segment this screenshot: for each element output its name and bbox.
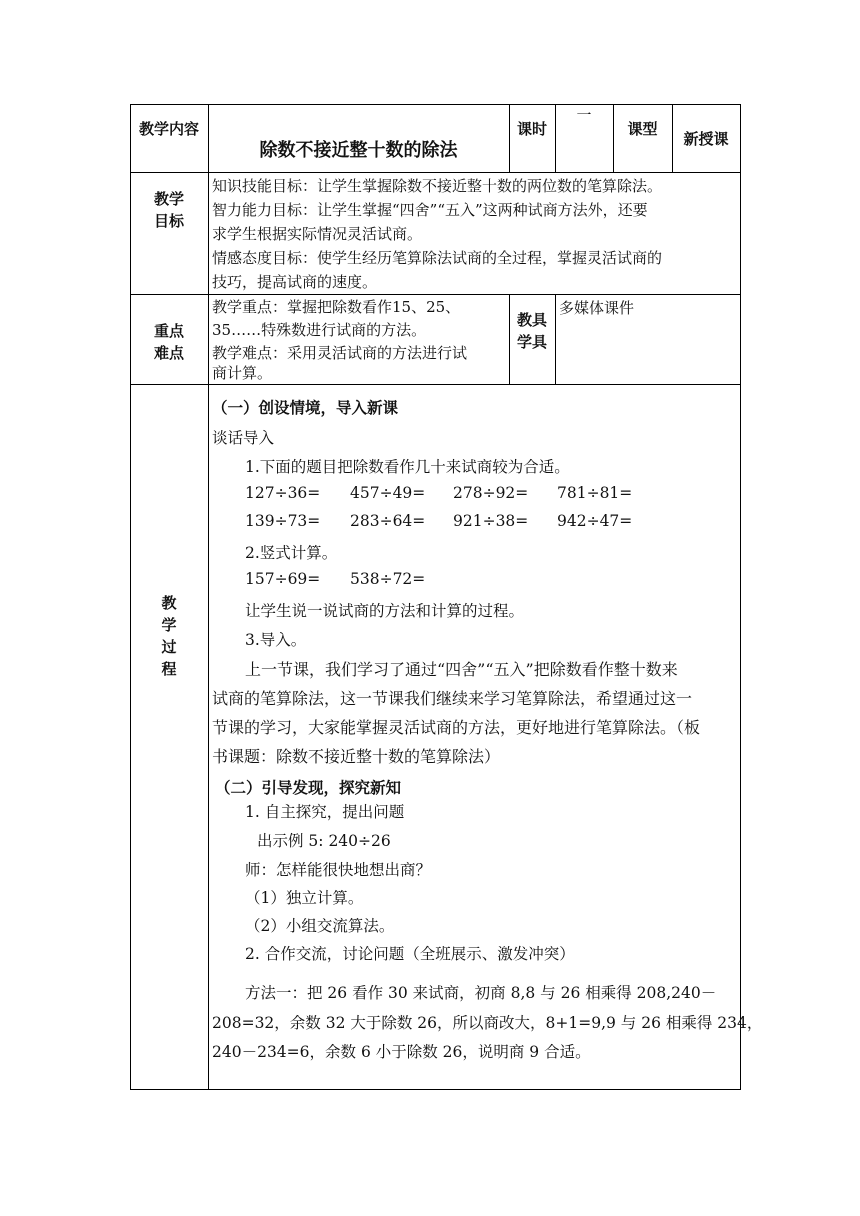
objective-line: 智力能力目标：让学生掌握“四舍”“五入”这两种试商方法外，还要 xyxy=(212,201,648,219)
question-1: 1.下面的题目把除数看作几十来试商较为合适。 xyxy=(245,458,570,476)
objective-line: 知识技能目标：让学生掌握除数不接近整十数的两位数的笔算除法。 xyxy=(212,177,663,195)
label-column-divider xyxy=(208,104,209,1090)
method-line: 240－234=6，余数 6 小于除数 26，说明商 9 合适。 xyxy=(212,1043,591,1061)
table-border-top xyxy=(130,104,741,105)
step-1: （1）独立计算。 xyxy=(245,889,364,907)
type-value: 新授课 xyxy=(683,130,729,148)
hours-value: 一 xyxy=(576,106,592,124)
process-label-char: 过 xyxy=(161,638,177,656)
keypoints-label-2: 难点 xyxy=(153,344,184,362)
objectives-label-1: 教学 xyxy=(153,190,184,208)
table-border-bottom xyxy=(130,1089,741,1090)
hours-label: 课时 xyxy=(516,120,547,138)
process-label-char: 学 xyxy=(161,616,177,634)
type-label: 课型 xyxy=(627,120,658,138)
exercise: 457÷49= xyxy=(350,484,426,502)
objectives-label-2: 目标 xyxy=(153,212,184,230)
step-2: （2）小组交流算法。 xyxy=(245,917,395,935)
objective-line: 求学生根据实际情况灵活试商。 xyxy=(212,225,423,243)
exercise: 283÷64= xyxy=(350,512,426,530)
tools-value: 多媒体课件 xyxy=(559,299,635,317)
keypoint-line: 教学难点：采用灵活试商的方法进行试 xyxy=(212,344,468,362)
talk-text: 让学生说一说试商的方法和计算的过程。 xyxy=(245,602,525,620)
section1-title: （一）创设情境，导入新课 xyxy=(212,399,399,417)
process-label-char: 教 xyxy=(161,594,177,612)
exercise: 781÷81= xyxy=(557,484,633,502)
keypoints-label-1: 重点 xyxy=(153,322,184,340)
exercise: 278÷92= xyxy=(453,484,529,502)
exercise: 127÷36= xyxy=(245,484,321,502)
section2-title: （二）引导发现，探究新知 xyxy=(215,779,402,797)
keypoint-line: 教学重点：掌握把除数看作15、25、 xyxy=(212,298,461,316)
subsection-1: 1. 自主探究，提出问题 xyxy=(245,803,405,821)
exercise: 157÷69= xyxy=(245,570,321,588)
subsection-2: 2. 合作交流，讨论问题（全班展示、激发冲突） xyxy=(245,945,575,963)
intro-paragraph-line: 书课题：除数不接近整十数的笔算除法） xyxy=(212,747,501,766)
question-2: 2.竖式计算。 xyxy=(245,544,338,562)
intro-paragraph-line: 上一节课，我们学习了通过“四舍”“五入”把除数看作整十数来 xyxy=(245,660,678,679)
tools-label-2: 学具 xyxy=(516,333,547,351)
intro-text: 谈话导入 xyxy=(212,429,275,447)
keypoint-line: 35……特殊数进行试商的方法。 xyxy=(212,321,427,339)
question-3: 3.导入。 xyxy=(245,631,307,649)
example-text: 出示例 5: 240÷26 xyxy=(257,832,391,850)
intro-paragraph-line: 试商的笔算除法，这一节课我们继续来学习笔算除法，希望通过这一 xyxy=(212,689,693,708)
tools-label-1: 教具 xyxy=(516,311,547,329)
exercise: 538÷72= xyxy=(350,570,426,588)
method-line: 208=32，余数 32 大于除数 26，所以商改大，8+1=9,9 与 26 相乘得 234， xyxy=(212,1014,763,1032)
teacher-question: 师：怎样能很快地想出商？ xyxy=(245,861,432,879)
objective-line: 技巧，提高试商的速度。 xyxy=(212,273,378,291)
process-label-char: 程 xyxy=(161,660,177,678)
exercise: 942÷47= xyxy=(557,512,633,530)
table-border-right xyxy=(740,104,741,1090)
keypoints-divider-right xyxy=(555,294,556,384)
exercise: 921÷38= xyxy=(453,512,529,530)
page-title: 除数不接近整十数的除法 xyxy=(259,140,458,161)
content-label: 教学内容 xyxy=(138,120,199,138)
exercise: 139÷73= xyxy=(245,512,321,530)
objective-line: 情感态度目标：使学生经历笔算除法试商的全过程，掌握灵活试商的 xyxy=(212,249,663,267)
intro-paragraph-line: 节课的学习，大家能掌握灵活试商的方法，更好地进行笔算除法。（板 xyxy=(212,718,701,737)
keypoint-line: 商计算。 xyxy=(212,364,273,382)
method-line: 方法一：把 26 看作 30 来试商，初商 8,8 与 26 相乘得 208,240－ xyxy=(245,984,717,1002)
